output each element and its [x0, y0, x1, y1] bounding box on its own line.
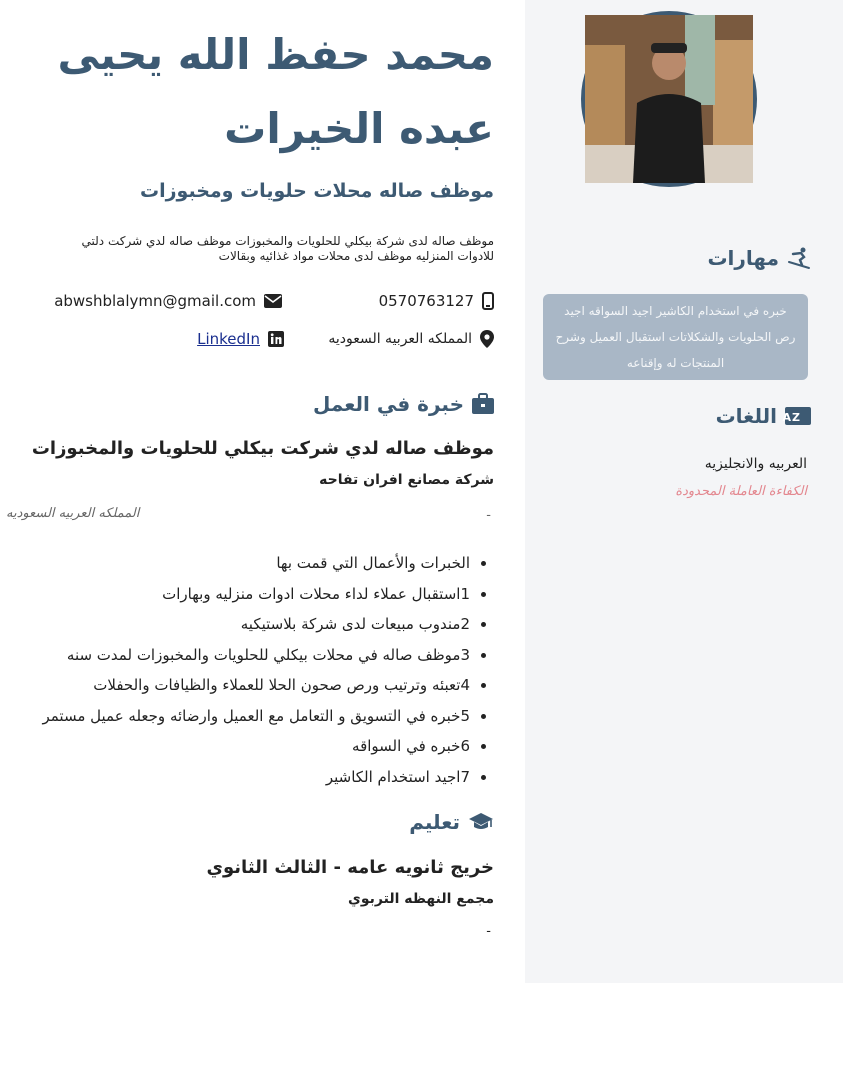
list-item: • 2مندوب مبيعات لدى شركة بلاستيكيه	[0, 609, 470, 640]
language-name: العربيه والانجليزيه	[704, 456, 807, 472]
languages-heading	[716, 404, 811, 428]
list-item: • 4تعبئه وترتيب ورص صحون الحلا للعملاء والظيافات والحفلات	[0, 670, 470, 701]
language-icon	[782, 406, 811, 426]
skill-box	[543, 294, 808, 380]
svg-text:Z: Z	[792, 411, 800, 424]
education-heading	[409, 810, 494, 834]
education-date-dash: -	[486, 924, 491, 939]
list-item: • 1استقبال عملاء لداء محلات ادوات منزليه وبهارات	[0, 579, 470, 610]
education-school: مجمع النهظه التربوي	[348, 891, 494, 907]
skill-text: خبره في استخدام الكاشير اجيد السواقه اجيد رص الحلويات والشكلاتات استقبال العميل وشرح المنتجات له وإقناعه	[555, 304, 796, 370]
experience-title: خبرة في العمل	[313, 392, 464, 416]
mobile-phone-icon	[482, 292, 494, 310]
skills-heading	[707, 246, 811, 270]
contact-phone[interactable]	[379, 292, 494, 310]
skills-title: مهارات	[707, 246, 779, 270]
briefcase-icon	[472, 394, 494, 414]
duties-list	[0, 548, 494, 792]
experience-company: شركة مصانع افران تفاحه	[319, 472, 494, 488]
location-pin-icon	[480, 330, 494, 348]
education-degree: خريج ثانويه عامه - الثالث الثانوي	[206, 857, 494, 878]
phone-number: 0570763127	[378, 292, 474, 310]
linkedin-icon	[268, 331, 284, 347]
candidate-name: محمد حفظ الله يحيى عبده الخيرات	[57, 30, 494, 153]
location-text: المملكه العربيه السعوديه	[328, 331, 472, 347]
list-item: • 6خبره في السواقه	[0, 731, 470, 762]
graduation-cap-icon	[468, 812, 494, 832]
experience-role: موظف صاله لدي شركت بيكلي للحلويات والمخبوزات	[31, 438, 494, 459]
summary-line: للادوات المنزليه موظف لدى محلات مواد غذائيه وبقالات	[218, 249, 494, 263]
experience-heading	[313, 392, 494, 416]
linkedin-link[interactable]: LinkedIn	[197, 330, 260, 348]
list-item: • 5خبره في التسويق و التعامل مع العميل وارضائه وجعله عميل مستمر	[0, 701, 470, 732]
profile-photo	[581, 11, 757, 187]
list-item: • الخبرات والأعمال التي قمت بها	[0, 548, 470, 579]
experience-location: المملكه العربيه السعوديه	[6, 506, 140, 521]
job-title: موظف صاله محلات حلويات ومخبوزات	[140, 180, 494, 202]
email-address: abwshblalymn@gmail.com	[54, 292, 256, 310]
svg-text:A: A	[782, 411, 791, 424]
summary-line: موظف صاله لدى شركة بيكلي للحلويات والمخبوزات موظف صاله لدي شركت دلتي	[81, 234, 494, 248]
skier-icon	[787, 246, 811, 270]
contact-linkedin[interactable]	[197, 330, 284, 348]
contact-email[interactable]	[54, 292, 282, 310]
language-level: الكفاءة العاملة المحدودة	[675, 484, 807, 499]
envelope-icon	[264, 294, 282, 308]
list-item: • 3موظف صاله في محلات بيكلي للحلويات والمخبوزات لمدت سنه	[0, 640, 470, 671]
contact-location	[328, 330, 494, 348]
languages-title: اللغات	[715, 404, 777, 428]
list-item: • 7اجيد استخدام الكاشير	[0, 762, 470, 793]
education-title: تعليم	[409, 810, 460, 834]
summary	[0, 234, 494, 264]
experience-date-dash: -	[486, 508, 491, 523]
